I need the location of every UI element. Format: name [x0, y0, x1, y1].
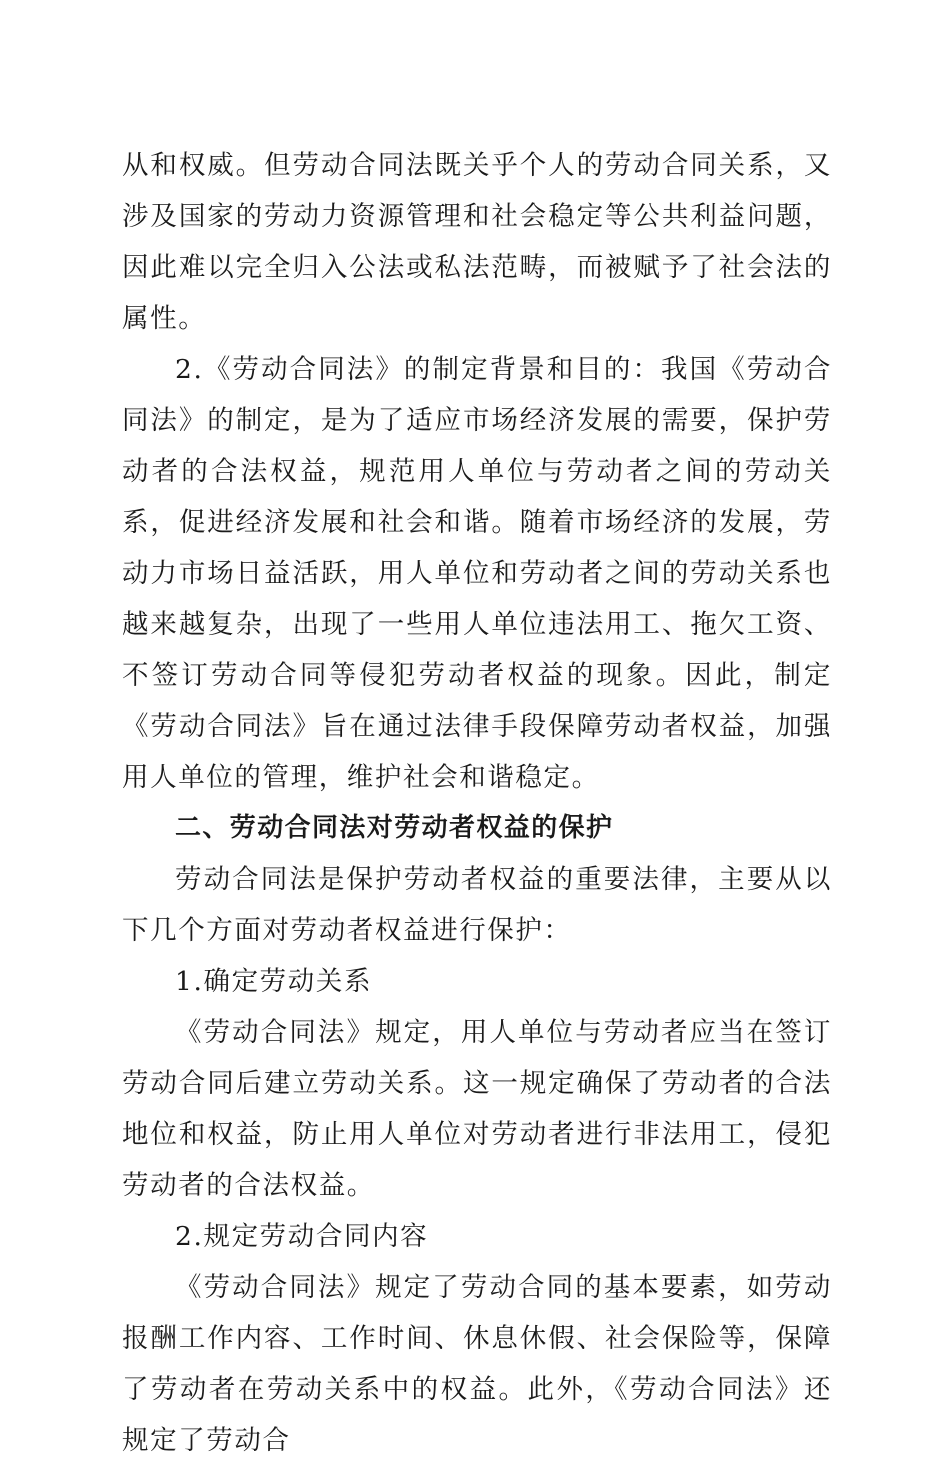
subheading-labor-relation: 1.确定劳动关系 [175, 966, 373, 997]
paragraph-labor-relation: 《劳动合同法》规定，用人单位与劳动者应当在签订劳动合同后建立劳动关系。这一规定确保了劳动者的合法地位和权益，防止用人单位对劳动者进行非法用工，侵犯劳动者的合法权益。 [122, 1017, 832, 1201]
document-body [122, 140, 832, 1466]
paragraph-background-purpose: 2.《劳动合同法》的制定背景和目的：我国《劳动合同法》的制定，是为了适应市场经济发展的需要，保护劳动者的合法权益，规范用人单位与劳动者之间的劳动关系，促进经济发展和社会和谐。随着市场经济的发展，劳动力市场日益活跃，用人单位和劳动者之间的劳动关系也越来越复杂，出现了一些用人单位违法用工、拖欠工资、不签订劳动合同等侵犯劳动者权益的现象。因此，制定《劳动合同法》旨在通过法律手段保障劳动者权益，加强用人单位的管理，维护社会和谐稳定。 [122, 354, 832, 793]
paragraph-contract-content: 《劳动合同法》规定了劳动合同的基本要素，如劳动报酬工作内容、工作时间、休息休假、社会保险等，保障了劳动者在劳动关系中的权益。此外，《劳动合同法》还规定了劳动合 [122, 1272, 832, 1456]
paragraph-continuation: 从和权威。但劳动合同法既关乎个人的劳动合同关系，又涉及国家的劳动力资源管理和社会稳定等公共利益问题，因此难以完全归入公法或私法范畴，而被赋予了社会法的属性。 [122, 150, 832, 334]
subheading-contract-content: 2.规定劳动合同内容 [175, 1221, 429, 1252]
paragraph-protection-intro: 劳动合同法是保护劳动者权益的重要法律，主要从以下几个方面对劳动者权益进行保护： [122, 864, 832, 946]
section-heading-2: 二、劳动合同法对劳动者权益的保护 [175, 813, 614, 843]
